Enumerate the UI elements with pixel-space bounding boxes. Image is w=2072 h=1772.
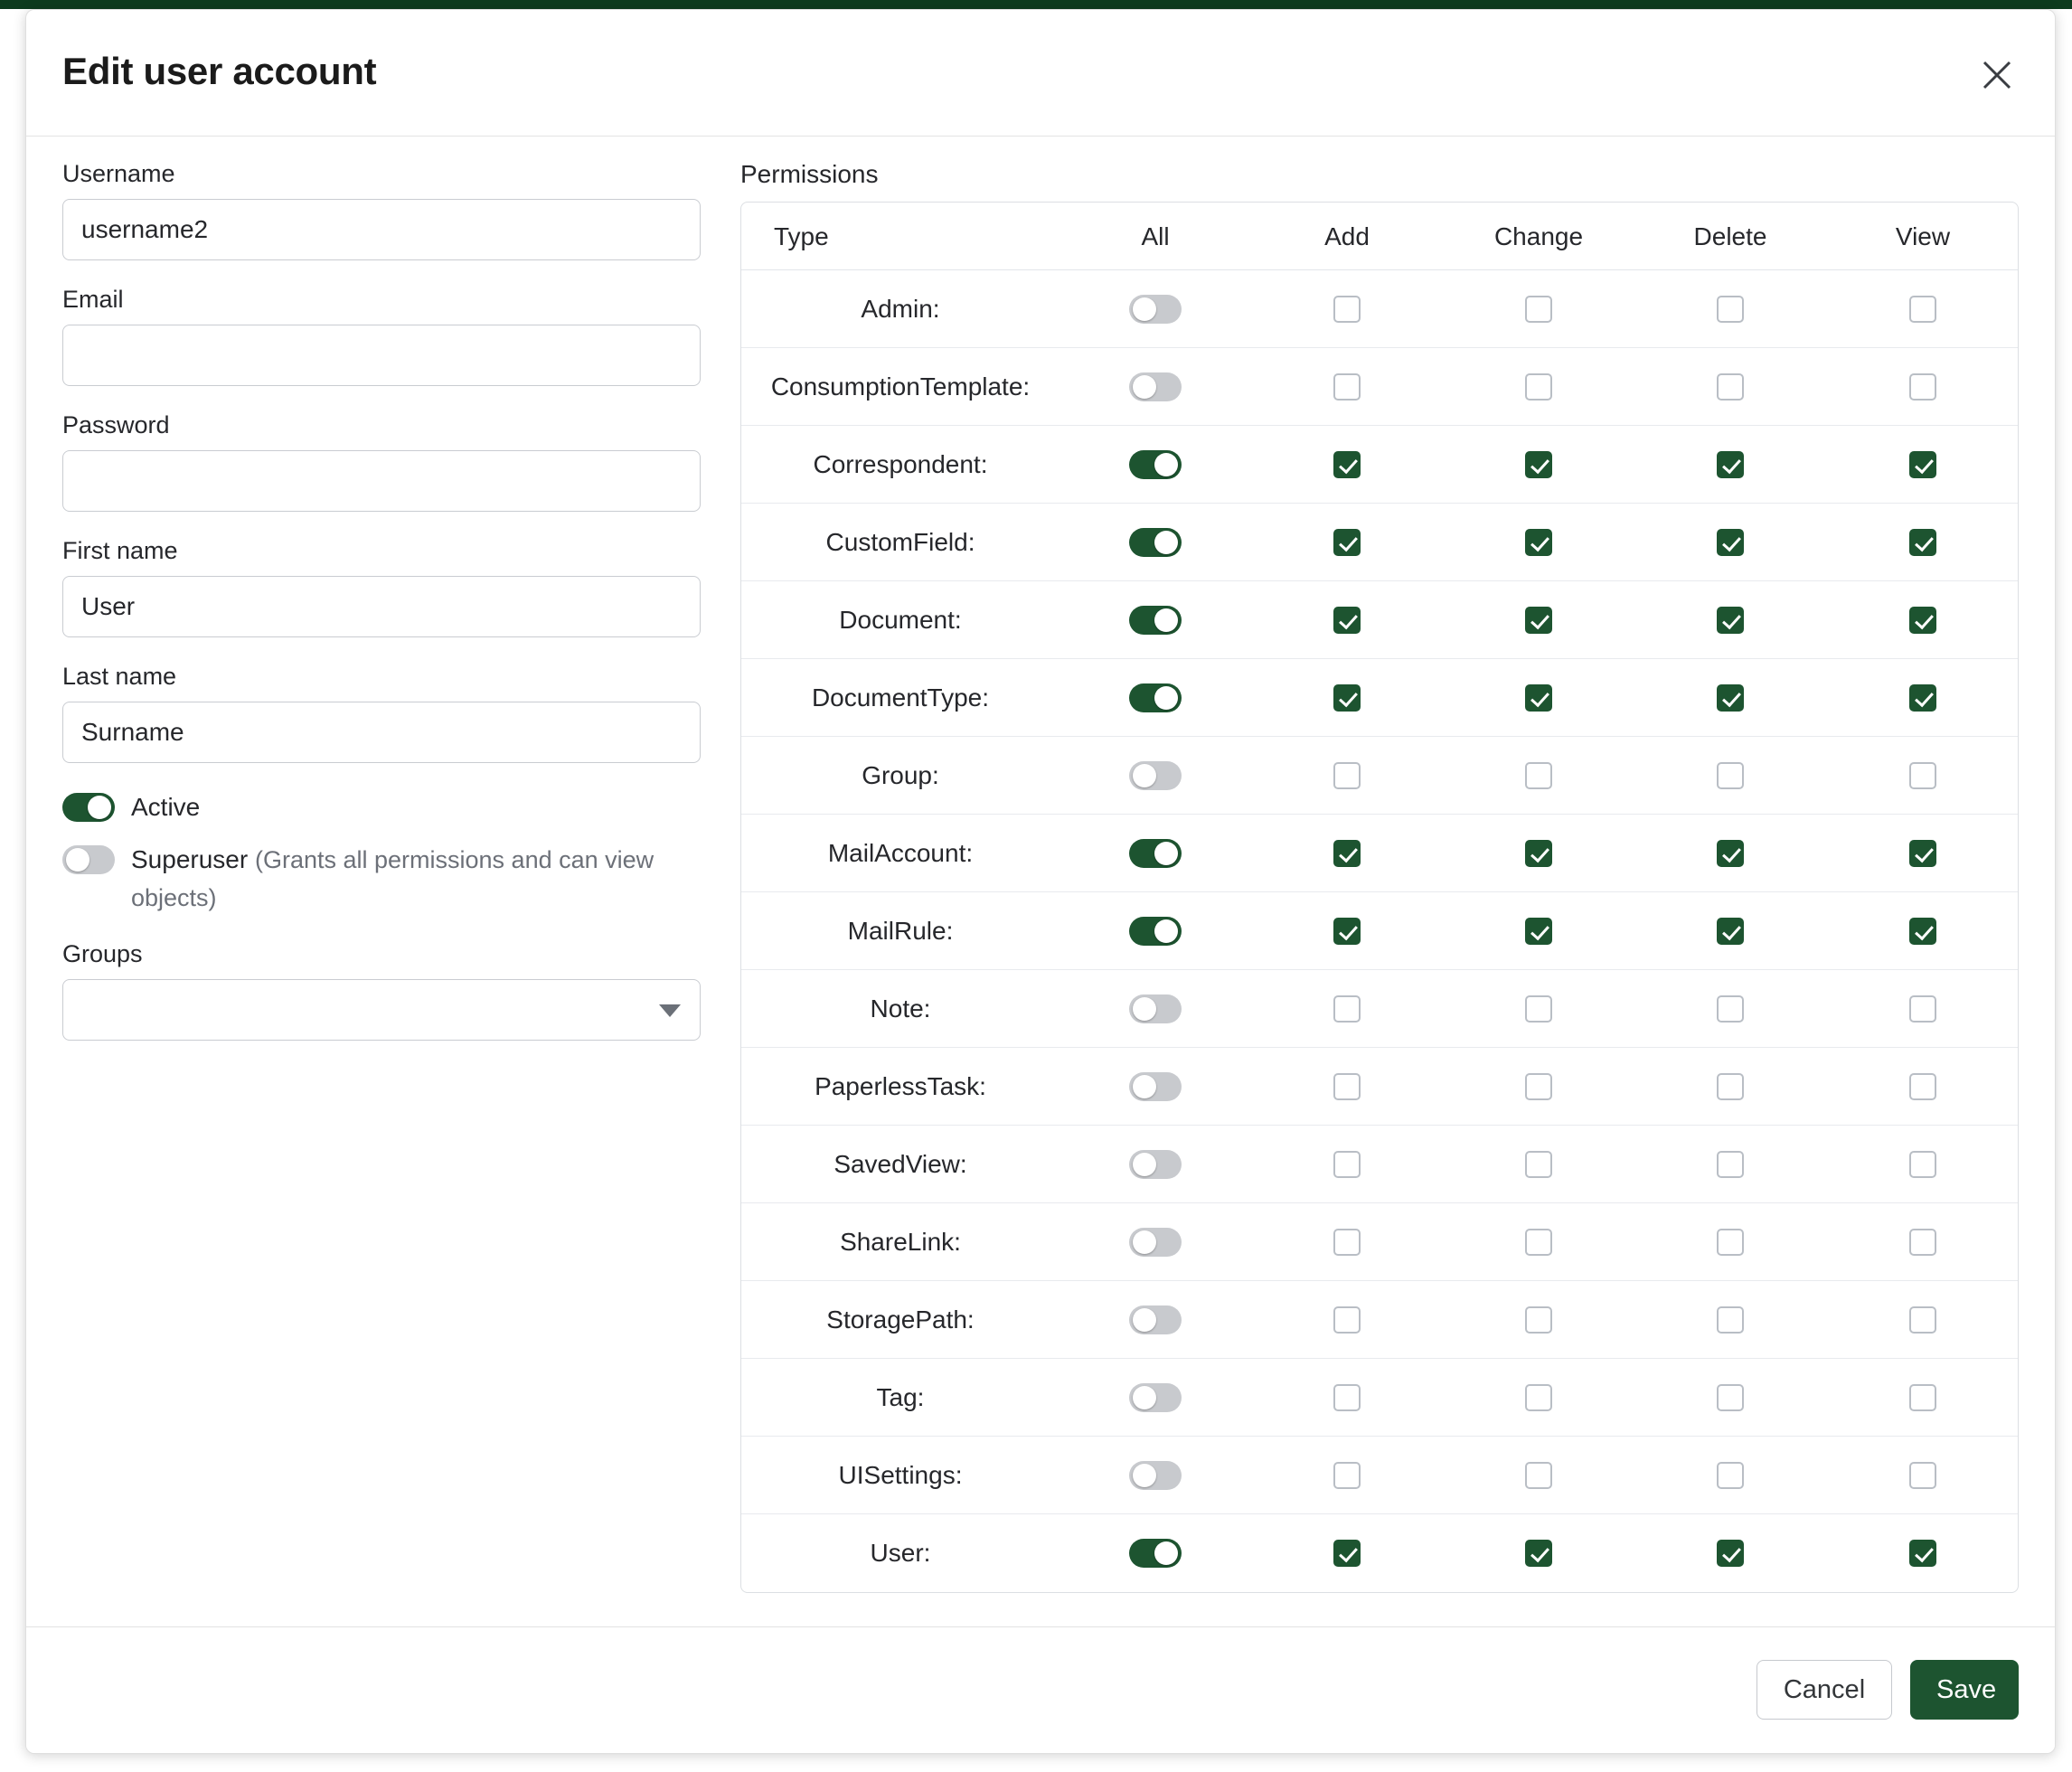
dialog-footer bbox=[26, 1626, 2055, 1753]
permission-delete-cell bbox=[1634, 815, 1826, 892]
column-header-add: Add bbox=[1251, 203, 1443, 270]
table-row bbox=[741, 659, 2019, 737]
permission-view-cell bbox=[1826, 581, 2019, 659]
permission-change-cell bbox=[1443, 892, 1634, 970]
permission-all-cell bbox=[1060, 737, 1251, 815]
permission-add-checkbox[interactable] bbox=[1333, 1151, 1361, 1178]
permission-view-checkbox[interactable] bbox=[1909, 1073, 1936, 1100]
permission-all-toggle[interactable] bbox=[1129, 295, 1182, 324]
username-label: Username bbox=[62, 160, 175, 187]
permission-type-label: Document: bbox=[741, 581, 1060, 659]
table-row bbox=[741, 270, 2019, 348]
permission-delete-cell bbox=[1634, 659, 1826, 737]
permission-add-checkbox[interactable] bbox=[1333, 1462, 1361, 1489]
permission-change-checkbox[interactable] bbox=[1525, 1073, 1552, 1100]
permission-all-cell bbox=[1060, 504, 1251, 581]
permission-delete-cell bbox=[1634, 1359, 1826, 1437]
permission-add-checkbox[interactable] bbox=[1333, 1306, 1361, 1334]
permission-delete-cell bbox=[1634, 1437, 1826, 1514]
last-name-input[interactable] bbox=[62, 702, 701, 763]
permission-view-cell bbox=[1826, 970, 2019, 1048]
table-row bbox=[741, 737, 2019, 815]
table-row bbox=[741, 1203, 2019, 1281]
permission-add-checkbox[interactable] bbox=[1333, 918, 1361, 945]
permission-view-cell bbox=[1826, 737, 2019, 815]
permission-all-cell bbox=[1060, 1048, 1251, 1126]
permission-delete-checkbox[interactable] bbox=[1717, 373, 1744, 401]
permission-all-toggle[interactable] bbox=[1129, 1305, 1182, 1334]
permission-add-checkbox[interactable] bbox=[1333, 1229, 1361, 1256]
permission-add-cell bbox=[1251, 1437, 1443, 1514]
permission-add-cell bbox=[1251, 1203, 1443, 1281]
permission-all-cell bbox=[1060, 970, 1251, 1048]
permission-change-checkbox[interactable] bbox=[1525, 918, 1552, 945]
dialog-body bbox=[26, 137, 2055, 1628]
permission-add-cell bbox=[1251, 659, 1443, 737]
first-name-field-group bbox=[62, 537, 704, 637]
table-row bbox=[741, 1048, 2019, 1126]
permission-delete-checkbox[interactable] bbox=[1717, 1229, 1744, 1256]
permission-delete-cell bbox=[1634, 348, 1826, 426]
permission-delete-checkbox[interactable] bbox=[1717, 1073, 1744, 1100]
permission-view-cell bbox=[1826, 270, 2019, 348]
permission-all-toggle[interactable] bbox=[1129, 839, 1182, 868]
superuser-label: Superuser bbox=[131, 845, 249, 873]
username-field-group bbox=[62, 160, 704, 260]
groups-field-group bbox=[62, 940, 704, 1041]
permission-delete-checkbox[interactable] bbox=[1717, 995, 1744, 1023]
username-input[interactable] bbox=[62, 199, 701, 260]
permission-view-cell bbox=[1826, 1048, 2019, 1126]
permission-add-checkbox[interactable] bbox=[1333, 995, 1361, 1023]
permission-change-cell bbox=[1443, 737, 1634, 815]
dialog-header bbox=[26, 10, 2055, 137]
permission-delete-cell bbox=[1634, 581, 1826, 659]
superuser-toggle-row bbox=[62, 841, 704, 917]
permission-change-cell bbox=[1443, 1514, 1634, 1592]
permission-change-cell bbox=[1443, 1126, 1634, 1203]
permission-view-checkbox[interactable] bbox=[1909, 451, 1936, 478]
permission-view-checkbox[interactable] bbox=[1909, 1384, 1936, 1411]
permission-all-toggle[interactable] bbox=[1129, 372, 1182, 401]
permission-delete-cell bbox=[1634, 1203, 1826, 1281]
permission-type-label: UISettings: bbox=[741, 1437, 1060, 1514]
permission-view-checkbox[interactable] bbox=[1909, 607, 1936, 634]
permission-change-checkbox[interactable] bbox=[1525, 1229, 1552, 1256]
permission-change-checkbox[interactable] bbox=[1525, 995, 1552, 1023]
permission-add-checkbox[interactable] bbox=[1333, 840, 1361, 867]
permission-delete-checkbox[interactable] bbox=[1717, 918, 1744, 945]
permission-add-checkbox[interactable] bbox=[1333, 607, 1361, 634]
permission-view-cell bbox=[1826, 348, 2019, 426]
close-icon[interactable] bbox=[1975, 53, 2019, 97]
permission-change-checkbox[interactable] bbox=[1525, 762, 1552, 789]
permission-delete-checkbox[interactable] bbox=[1717, 1306, 1744, 1334]
permission-change-checkbox[interactable] bbox=[1525, 373, 1552, 401]
superuser-label-group bbox=[131, 841, 692, 917]
permission-delete-checkbox[interactable] bbox=[1717, 296, 1744, 323]
permission-delete-cell bbox=[1634, 1281, 1826, 1359]
permission-add-checkbox[interactable] bbox=[1333, 529, 1361, 556]
permission-view-checkbox[interactable] bbox=[1909, 1151, 1936, 1178]
table-row bbox=[741, 426, 2019, 504]
permission-type-label: User: bbox=[870, 1538, 931, 1567]
permission-add-checkbox[interactable] bbox=[1333, 296, 1361, 323]
permission-all-cell bbox=[1060, 659, 1251, 737]
edit-user-dialog bbox=[25, 9, 2056, 1754]
password-field-group bbox=[62, 411, 704, 512]
permission-all-toggle[interactable] bbox=[1129, 1072, 1182, 1101]
permission-view-checkbox[interactable] bbox=[1909, 1306, 1936, 1334]
column-header-view: View bbox=[1826, 203, 2019, 270]
permission-change-checkbox[interactable] bbox=[1525, 684, 1552, 712]
permission-all-cell bbox=[1060, 815, 1251, 892]
column-header-type: Type bbox=[741, 203, 1060, 270]
app-left-strip bbox=[0, 9, 25, 1772]
permission-view-cell bbox=[1826, 815, 2019, 892]
table-row bbox=[741, 1281, 2019, 1359]
permission-add-checkbox[interactable] bbox=[1333, 373, 1361, 401]
permission-all-cell bbox=[1060, 892, 1251, 970]
permission-type-label: Correspondent: bbox=[741, 426, 1060, 504]
permission-delete-cell bbox=[1634, 970, 1826, 1048]
permission-type-label: ShareLink: bbox=[741, 1203, 1060, 1281]
password-input[interactable] bbox=[62, 450, 701, 512]
permission-change-cell bbox=[1443, 348, 1634, 426]
permission-delete-cell bbox=[1634, 504, 1826, 581]
permission-all-cell bbox=[1060, 1514, 1251, 1592]
permission-view-checkbox[interactable] bbox=[1909, 762, 1936, 789]
permission-change-cell bbox=[1443, 1359, 1634, 1437]
permission-view-cell bbox=[1826, 1437, 2019, 1514]
permissions-table bbox=[741, 203, 2019, 1592]
permission-view-checkbox[interactable] bbox=[1909, 1540, 1936, 1567]
permission-type-label: CustomField: bbox=[741, 504, 1060, 581]
permission-add-cell bbox=[1251, 970, 1443, 1048]
permission-all-toggle[interactable] bbox=[1129, 1150, 1182, 1179]
permission-change-checkbox[interactable] bbox=[1525, 529, 1552, 556]
permission-add-cell bbox=[1251, 581, 1443, 659]
permission-view-cell bbox=[1826, 1203, 2019, 1281]
permission-add-cell bbox=[1251, 892, 1443, 970]
permission-view-cell bbox=[1826, 1281, 2019, 1359]
column-header-change: Change bbox=[1443, 203, 1634, 270]
password-label: Password bbox=[62, 411, 170, 438]
permission-change-cell bbox=[1443, 581, 1634, 659]
permission-delete-cell bbox=[1634, 1048, 1826, 1126]
table-row bbox=[741, 1514, 2019, 1592]
permission-all-cell bbox=[1060, 1437, 1251, 1514]
permission-change-checkbox[interactable] bbox=[1525, 607, 1552, 634]
permissions-section bbox=[740, 160, 2015, 1593]
permission-view-cell bbox=[1826, 1359, 2019, 1437]
table-row bbox=[741, 970, 2019, 1048]
permission-add-checkbox[interactable] bbox=[1333, 684, 1361, 712]
permission-add-cell bbox=[1251, 1126, 1443, 1203]
permission-type-label: Note: bbox=[741, 970, 1060, 1048]
table-row bbox=[741, 348, 2019, 426]
permission-add-cell bbox=[1251, 504, 1443, 581]
cancel-button[interactable]: Cancel bbox=[1756, 1660, 1892, 1720]
permission-delete-checkbox[interactable] bbox=[1717, 762, 1744, 789]
permission-change-checkbox[interactable] bbox=[1525, 1384, 1552, 1411]
permission-change-cell bbox=[1443, 504, 1634, 581]
permission-view-checkbox[interactable] bbox=[1909, 684, 1936, 712]
table-row bbox=[741, 892, 2019, 970]
superuser-hint: (Grants all permissions and can view objects) bbox=[131, 846, 655, 911]
permission-change-cell bbox=[1443, 659, 1634, 737]
active-toggle[interactable] bbox=[62, 793, 115, 822]
permission-type-label: ConsumptionTemplate: bbox=[741, 348, 1060, 426]
permission-all-toggle[interactable] bbox=[1129, 994, 1182, 1023]
permission-view-checkbox[interactable] bbox=[1909, 1229, 1936, 1256]
permission-type-label: SavedView: bbox=[741, 1126, 1060, 1203]
permission-change-cell bbox=[1443, 815, 1634, 892]
permission-add-cell bbox=[1251, 815, 1443, 892]
permission-view-cell bbox=[1826, 892, 2019, 970]
permission-all-toggle[interactable] bbox=[1129, 1228, 1182, 1257]
permission-view-checkbox[interactable] bbox=[1909, 840, 1936, 867]
permission-delete-checkbox[interactable] bbox=[1717, 1540, 1744, 1567]
permission-view-cell bbox=[1826, 504, 2019, 581]
permission-all-cell bbox=[1060, 1281, 1251, 1359]
email-field-group bbox=[62, 286, 704, 386]
permission-all-toggle[interactable] bbox=[1129, 1383, 1182, 1412]
permission-add-checkbox[interactable] bbox=[1333, 451, 1361, 478]
groups-select-wrap bbox=[62, 979, 701, 1041]
permission-change-cell bbox=[1443, 970, 1634, 1048]
table-row bbox=[741, 1437, 2019, 1514]
permission-all-cell bbox=[1060, 581, 1251, 659]
column-header-all: All bbox=[1060, 203, 1251, 270]
permission-view-cell bbox=[1826, 426, 2019, 504]
permission-add-cell bbox=[1251, 737, 1443, 815]
table-row bbox=[741, 1359, 2019, 1437]
permission-add-cell bbox=[1251, 426, 1443, 504]
table-row bbox=[741, 581, 2019, 659]
permission-view-cell bbox=[1826, 1126, 2019, 1203]
permission-delete-cell bbox=[1634, 270, 1826, 348]
permission-change-checkbox[interactable] bbox=[1525, 1151, 1552, 1178]
permission-type-label: Group: bbox=[741, 737, 1060, 815]
permission-change-cell bbox=[1443, 1437, 1634, 1514]
permission-view-cell bbox=[1826, 659, 2019, 737]
permission-all-toggle[interactable] bbox=[1129, 606, 1182, 635]
permission-delete-cell bbox=[1634, 1514, 1826, 1592]
permission-add-cell bbox=[1251, 270, 1443, 348]
permission-view-checkbox[interactable] bbox=[1909, 529, 1936, 556]
permission-change-checkbox[interactable] bbox=[1525, 840, 1552, 867]
permission-delete-checkbox[interactable] bbox=[1717, 607, 1744, 634]
permission-delete-checkbox[interactable] bbox=[1717, 1462, 1744, 1489]
permission-view-checkbox[interactable] bbox=[1909, 1462, 1936, 1489]
permission-change-checkbox[interactable] bbox=[1525, 296, 1552, 323]
permission-add-checkbox[interactable] bbox=[1333, 1540, 1361, 1567]
permission-add-cell bbox=[1251, 1281, 1443, 1359]
table-row bbox=[741, 504, 2019, 581]
permission-delete-checkbox[interactable] bbox=[1717, 840, 1744, 867]
permission-type-label: PaperlessTask: bbox=[741, 1048, 1060, 1126]
permission-all-toggle[interactable] bbox=[1129, 683, 1182, 712]
permission-change-checkbox[interactable] bbox=[1525, 1306, 1552, 1334]
permission-type-label: DocumentType: bbox=[741, 659, 1060, 737]
permission-change-checkbox[interactable] bbox=[1525, 1540, 1552, 1567]
permission-view-checkbox[interactable] bbox=[1909, 296, 1936, 323]
permission-delete-checkbox[interactable] bbox=[1717, 529, 1744, 556]
permissions-table-wrap bbox=[740, 202, 2019, 1593]
permission-all-toggle[interactable] bbox=[1129, 450, 1182, 479]
groups-select[interactable] bbox=[62, 979, 701, 1041]
first-name-label: First name bbox=[62, 537, 178, 564]
last-name-field-group bbox=[62, 663, 704, 763]
permission-change-cell bbox=[1443, 270, 1634, 348]
permission-view-checkbox[interactable] bbox=[1909, 373, 1936, 401]
permission-add-checkbox[interactable] bbox=[1333, 1073, 1361, 1100]
permissions-title: Permissions bbox=[740, 160, 879, 188]
permissions-header-row bbox=[741, 203, 2019, 270]
permission-delete-cell bbox=[1634, 426, 1826, 504]
permission-delete-checkbox[interactable] bbox=[1717, 1384, 1744, 1411]
email-input[interactable] bbox=[62, 325, 701, 386]
last-name-label: Last name bbox=[62, 663, 177, 690]
app-top-strip bbox=[0, 0, 2072, 9]
permissions-body bbox=[741, 270, 2019, 1592]
permission-view-checkbox[interactable] bbox=[1909, 918, 1936, 945]
user-form bbox=[62, 160, 704, 1066]
permission-type-label: MailAccount: bbox=[741, 815, 1060, 892]
dialog-title: Edit user account bbox=[62, 50, 377, 92]
permission-add-checkbox[interactable] bbox=[1333, 1384, 1361, 1411]
permission-change-checkbox[interactable] bbox=[1525, 451, 1552, 478]
table-row bbox=[741, 1126, 2019, 1203]
permission-delete-checkbox[interactable] bbox=[1717, 451, 1744, 478]
permission-change-cell bbox=[1443, 1203, 1634, 1281]
first-name-input[interactable] bbox=[62, 576, 701, 637]
permission-all-toggle[interactable] bbox=[1129, 1461, 1182, 1490]
table-row bbox=[741, 815, 2019, 892]
save-button[interactable]: Save bbox=[1910, 1660, 2019, 1720]
permission-add-checkbox[interactable] bbox=[1333, 762, 1361, 789]
permission-all-toggle[interactable] bbox=[1129, 761, 1182, 790]
permission-type-label: Admin: bbox=[741, 270, 1060, 348]
permission-add-cell bbox=[1251, 1048, 1443, 1126]
permission-all-cell bbox=[1060, 1126, 1251, 1203]
email-label: Email bbox=[62, 286, 124, 313]
permission-change-cell bbox=[1443, 426, 1634, 504]
permission-all-cell bbox=[1060, 426, 1251, 504]
permission-add-cell bbox=[1251, 348, 1443, 426]
permission-type-label: StoragePath: bbox=[741, 1281, 1060, 1359]
column-header-delete: Delete bbox=[1634, 203, 1826, 270]
permission-delete-cell bbox=[1634, 737, 1826, 815]
permission-add-cell bbox=[1251, 1359, 1443, 1437]
permission-all-toggle[interactable] bbox=[1129, 1539, 1182, 1568]
active-toggle-row bbox=[62, 788, 704, 826]
permission-change-cell bbox=[1443, 1281, 1634, 1359]
permission-delete-checkbox[interactable] bbox=[1717, 1151, 1744, 1178]
permission-all-cell bbox=[1060, 270, 1251, 348]
permission-all-cell bbox=[1060, 348, 1251, 426]
permission-type-label: MailRule: bbox=[741, 892, 1060, 970]
permission-all-cell bbox=[1060, 1203, 1251, 1281]
permission-all-cell bbox=[1060, 1359, 1251, 1437]
permission-delete-cell bbox=[1634, 892, 1826, 970]
permission-delete-cell bbox=[1634, 1126, 1826, 1203]
permission-change-checkbox[interactable] bbox=[1525, 1462, 1552, 1489]
permission-all-toggle[interactable] bbox=[1129, 528, 1182, 557]
permission-change-cell bbox=[1443, 1048, 1634, 1126]
permission-type-label: Tag: bbox=[741, 1359, 1060, 1437]
permission-view-checkbox[interactable] bbox=[1909, 995, 1936, 1023]
permission-add-cell bbox=[1251, 1514, 1443, 1592]
permission-delete-checkbox[interactable] bbox=[1717, 684, 1744, 712]
groups-label: Groups bbox=[62, 940, 143, 967]
active-label: Active bbox=[131, 793, 201, 821]
permission-view-cell bbox=[1826, 1514, 2019, 1592]
superuser-toggle[interactable] bbox=[62, 845, 115, 874]
permission-all-toggle[interactable] bbox=[1129, 917, 1182, 946]
